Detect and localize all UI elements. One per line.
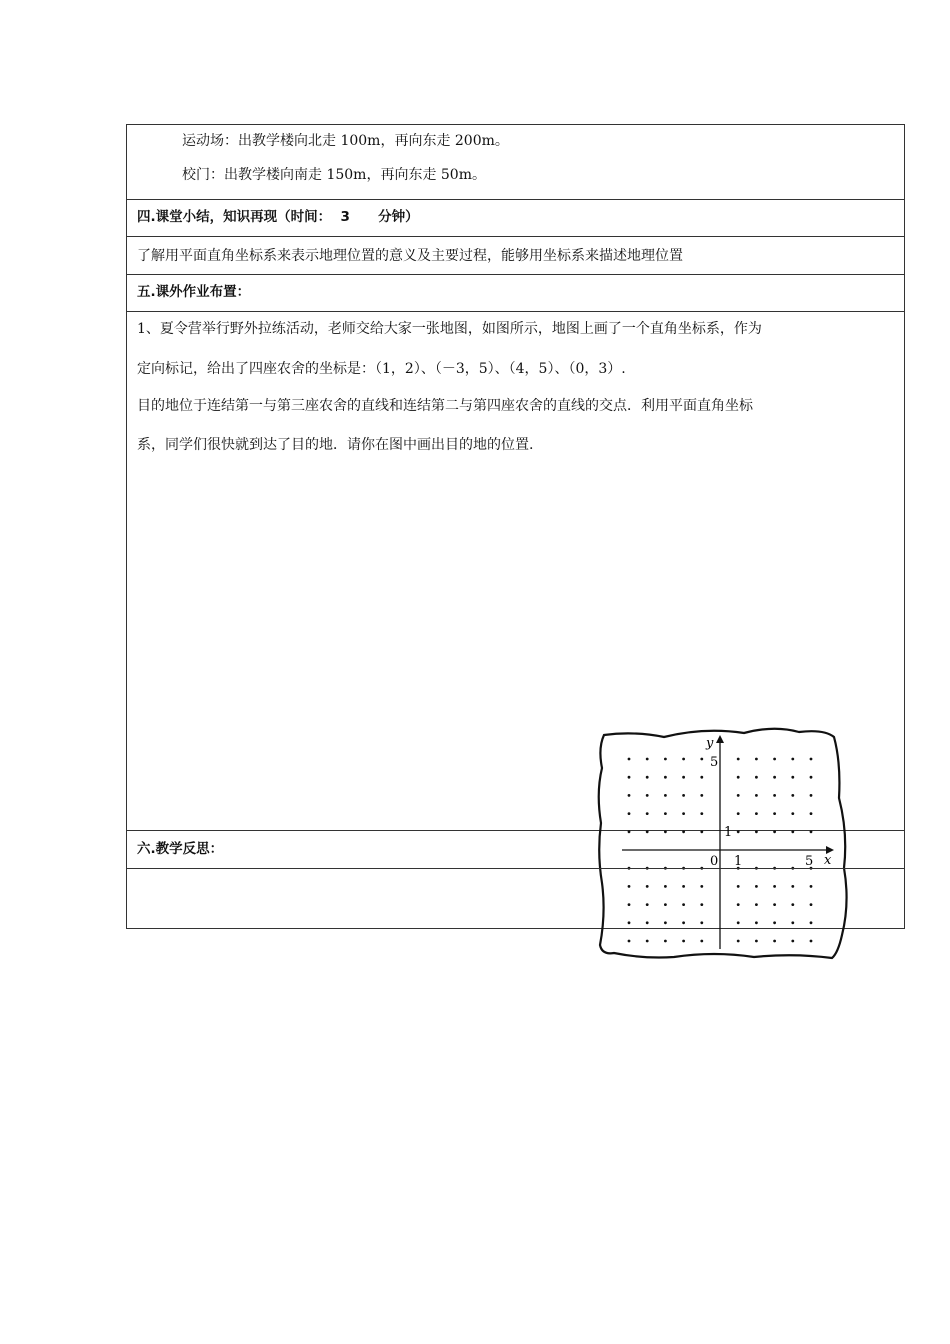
grid-dot	[755, 758, 758, 761]
summary-heading-row	[127, 200, 904, 237]
grid-dot	[664, 776, 667, 779]
grid-dot	[700, 794, 703, 797]
summary-content-row	[127, 237, 904, 275]
grid-dot	[810, 812, 813, 815]
school-gate-route-text: 校门：出教学楼向南走 150m，再向东走 50m。	[182, 167, 486, 183]
y-axis-arrow	[716, 735, 724, 743]
grid-dot	[700, 812, 703, 815]
grid-dot	[773, 758, 776, 761]
homework-line-4: 系，同学们很快就到达了目的地．请你在图中画出目的地的位置.	[137, 437, 534, 453]
playground-route-text: 运动场：出教学楼向北走 100m，再向东走 200m。	[182, 133, 509, 149]
homework-line-2: 定向标记，给出了四座农舍的坐标是：（1，2）、（－3，5）、（4，5）、（0，3）.	[137, 361, 626, 377]
grid-dot	[791, 758, 794, 761]
homework-line-1: 1、夏令营举行野外拉练活动，老师交给大家一张地图，如图所示，地图上画了一个直角坐标系，作为	[137, 321, 762, 337]
grid-dot	[700, 776, 703, 779]
y-axis-label: y	[706, 736, 714, 751]
grid-dot	[664, 812, 667, 815]
grid-dot	[664, 794, 667, 797]
summary-heading: 四.课堂小结，知识再现（时间： 3 分钟）	[137, 209, 419, 225]
grid-dot	[628, 758, 631, 761]
grid-dot	[791, 794, 794, 797]
grid-dot	[755, 794, 758, 797]
grid-dot	[646, 940, 649, 943]
reflection-content-row	[127, 869, 904, 930]
grid-dot	[628, 940, 631, 943]
grid-dot	[646, 812, 649, 815]
lesson-table	[126, 124, 905, 929]
grid-dot	[682, 794, 685, 797]
grid-dot	[810, 776, 813, 779]
y-tick-5-label: 5	[710, 755, 719, 770]
route-description-row	[127, 125, 904, 200]
origin-label: 0	[710, 854, 719, 869]
grid-dot	[810, 940, 813, 943]
grid-dot	[628, 812, 631, 815]
grid-dot	[791, 776, 794, 779]
x-tick-5-label: 5	[805, 854, 814, 869]
grid-dot	[682, 940, 685, 943]
grid-dot	[737, 794, 740, 797]
grid-dot	[773, 940, 776, 943]
x-axis-label: x	[824, 853, 832, 868]
grid-dot	[664, 758, 667, 761]
grid-dot	[737, 776, 740, 779]
grid-dot	[773, 812, 776, 815]
homework-heading-row	[127, 275, 904, 312]
grid-dot	[755, 812, 758, 815]
grid-dot	[737, 812, 740, 815]
grid-dot	[810, 758, 813, 761]
grid-dot	[700, 758, 703, 761]
grid-dot	[646, 776, 649, 779]
grid-dot	[755, 776, 758, 779]
grid-dot	[664, 940, 667, 943]
grid-dot	[628, 794, 631, 797]
grid-dot	[737, 758, 740, 761]
summary-content: 了解用平面直角坐标系来表示地理位置的意义及主要过程，能够用坐标系来描述地理位置	[137, 248, 683, 264]
grid-dot	[682, 812, 685, 815]
grid-dot	[773, 794, 776, 797]
grid-dot	[773, 776, 776, 779]
grid-dot	[646, 794, 649, 797]
grid-dot	[700, 940, 703, 943]
homework-line-3: 目的地位于连结第一与第三座农舍的直线和连结第二与第四座农舍的直线的交点．利用平面直角坐标	[137, 398, 753, 414]
grid-dot	[646, 758, 649, 761]
grid-dot	[682, 758, 685, 761]
grid-dot	[682, 776, 685, 779]
grid-dot	[755, 940, 758, 943]
grid-dot	[628, 776, 631, 779]
grid-dot	[810, 794, 813, 797]
grid-dot	[791, 940, 794, 943]
grid-dot	[737, 940, 740, 943]
reflection-heading-row	[127, 831, 904, 869]
reflection-heading: 六.教学反思：	[137, 841, 224, 857]
y-tick-1-label: 1	[724, 825, 733, 840]
x-tick-1-label: 1	[734, 854, 743, 869]
homework-heading: 五.课外作业布置：	[137, 284, 251, 300]
grid-dot	[791, 812, 794, 815]
